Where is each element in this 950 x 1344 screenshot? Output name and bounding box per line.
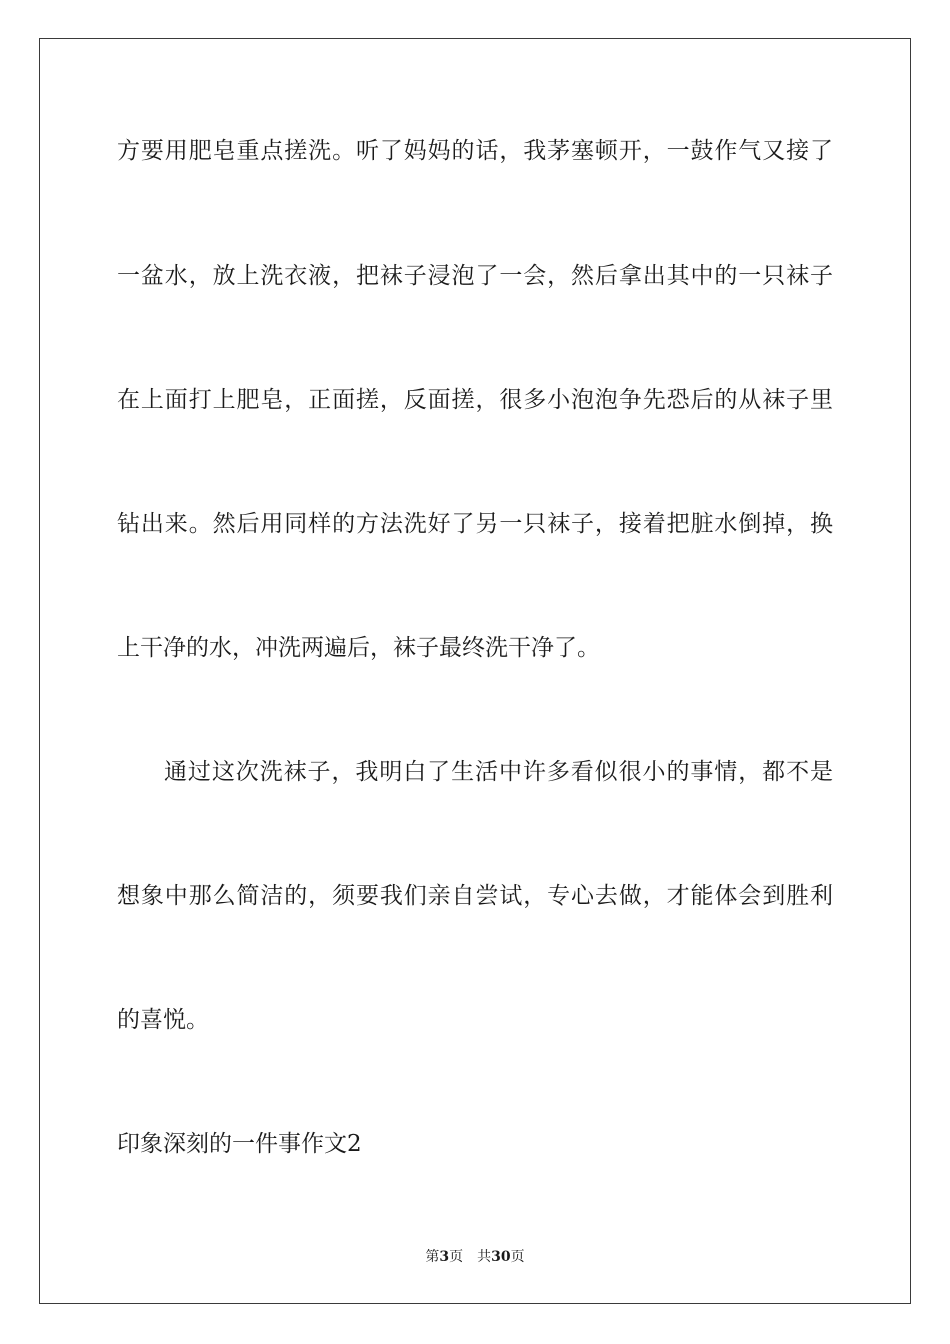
body-line-5: 上干净的水，冲洗两遍后，袜子最终洗干净了。 [117,635,600,661]
total-page-number: 30 [491,1249,511,1265]
body-line-1: 方要用肥皂重点搓洗。听了妈妈的话，我茅塞顿开，一鼓作气又接了 [117,138,833,164]
current-page-number: 3 [439,1249,450,1265]
page-suffix: 页 [449,1249,464,1265]
body-line-3: 在上面打上肥皂，正面搓，反面搓，很多小泡泡争先恐后的从袜子里 [117,387,833,413]
body-line-4: 钻出来。然后用同样的方法洗好了另一只袜子，接着把脏水倒掉，换 [117,511,833,537]
total-suffix: 页 [510,1249,525,1265]
paragraph-first-line: 通过这次洗袜子，我明白了生活中许多看似很小的事情，都不是 [164,759,833,785]
body-line-2: 一盆水，放上洗衣液，把袜子浸泡了一会，然后拿出其中的一只袜子 [117,263,833,289]
section-heading: 印象深刻的一件事作文2 [117,1131,362,1157]
page-border [39,38,911,1304]
total-prefix: 共 [477,1249,492,1265]
body-line-7: 想象中那么简洁的，须要我们亲自尝试，专心去做，才能体会到胜利 [117,883,833,909]
page-footer [0,1248,950,1266]
page-prefix: 第 [425,1249,440,1265]
body-line-8: 的喜悦。 [117,1007,209,1033]
